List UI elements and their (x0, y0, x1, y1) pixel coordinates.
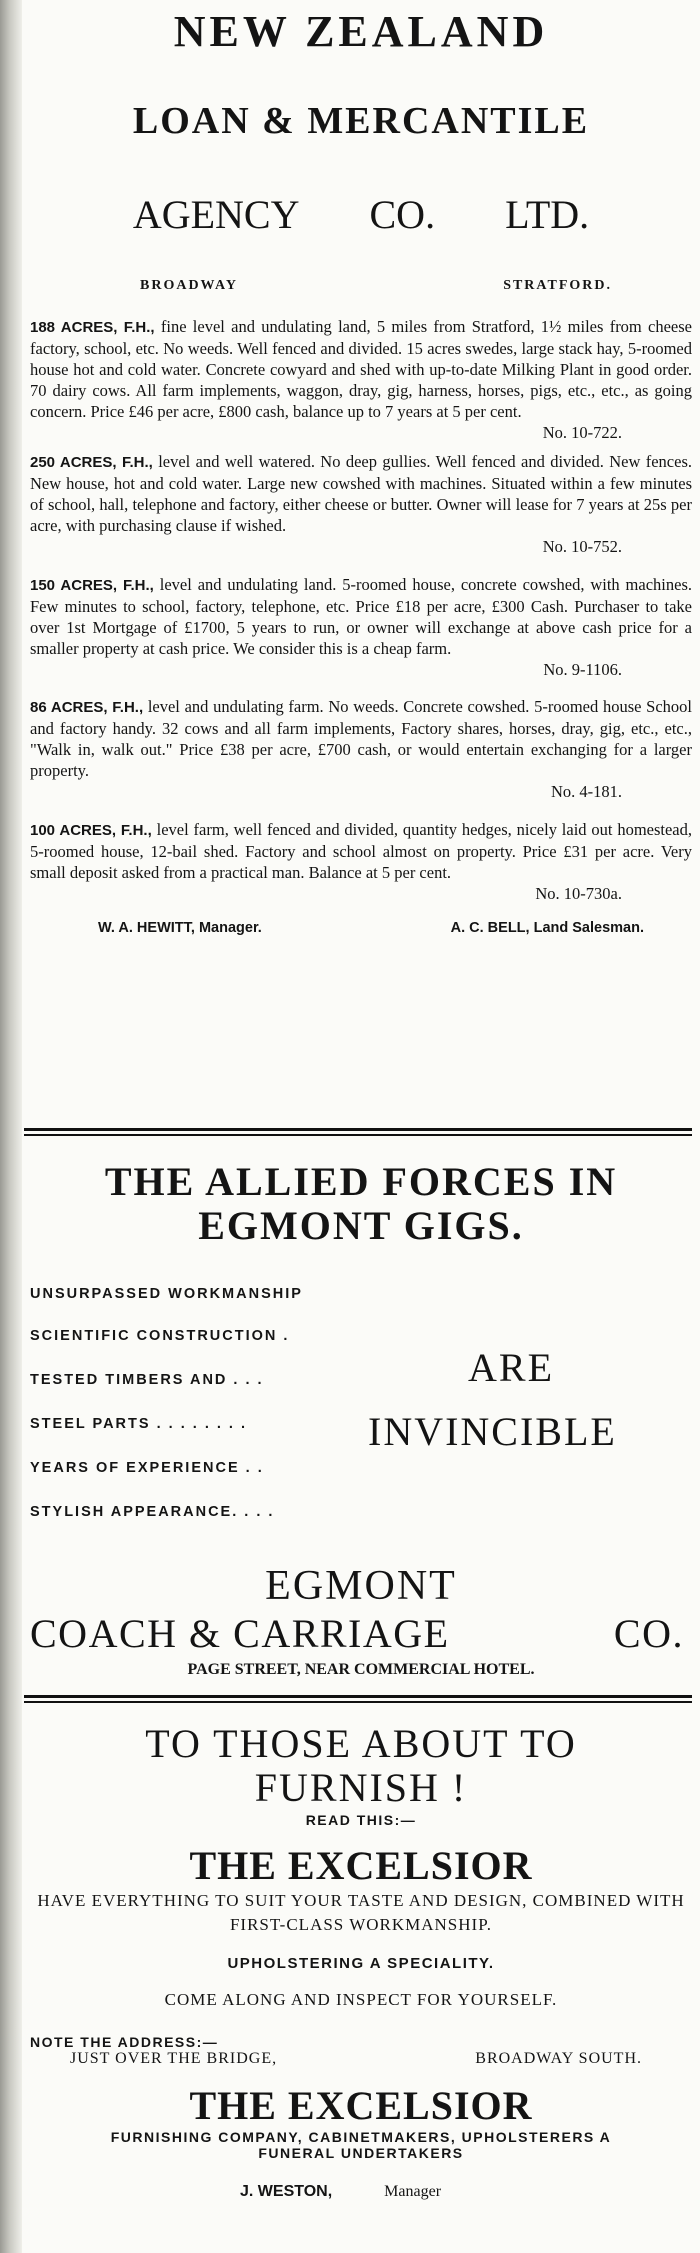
furnish-headline-line2: FURNISH ! (254, 1765, 468, 1810)
staff-signatures (30, 920, 692, 936)
feature-item: TESTED TIMBERS AND . . . (30, 1372, 264, 1388)
proprietor-name: J. WESTON, (240, 2183, 333, 2200)
offer-text: HAVE EVERYTHING TO SUIT YOUR TASTE AND DESIGN, COMBINED WITH FIRST-CLASS WORKMANSHIP. (37, 1891, 685, 1934)
feature-item: SCIENTIFIC CONSTRUCTION . (30, 1328, 290, 1344)
furnish-headline-line1: TO THOSE ABOUT TO (145, 1721, 577, 1766)
listing (30, 696, 692, 802)
listing (30, 451, 692, 557)
excelsior-furnishing-advert (30, 1722, 692, 2201)
feature-list (30, 1268, 692, 1558)
listing-lead: 150 ACRES, F.H., (30, 576, 154, 594)
maker-coach-carriage: COACH & CARRIAGE (30, 1611, 450, 1656)
company-line1: FURNISHING COMPANY, CABINETMAKERS, UPHOLSTERERS A (110, 2129, 612, 2145)
newspaper-page (30, 0, 692, 2253)
listing (30, 574, 692, 680)
tagline-invincible: INVINCIBLE (368, 1409, 617, 1454)
company-line2: FUNERAL UNDERTAKERS (258, 2145, 464, 2161)
gigs-headline-line1: THE ALLIED FORCES IN (104, 1159, 618, 1204)
listing (30, 819, 692, 904)
listing-ref: No. 10-730a. (535, 883, 622, 903)
listing-ref: No. 9-1106. (543, 659, 622, 679)
listing-ref: No. 10-722. (542, 423, 622, 442)
listing-ref: No. 4-181. (550, 782, 622, 801)
branch-towns (30, 278, 692, 294)
tagline-are: ARE (468, 1345, 554, 1390)
listing-body: level farm, well fenced and divided, quantity hedges, nicely laid out homestead, 5-roomed house, 12-bail shed. Factory and school almost on property. Price £31 per acre. Very small deposit asked from a practical man. Balance at 5 per cent. (30, 819, 693, 882)
address-left: JUST OVER THE BRIDGE, (70, 2050, 278, 2067)
egmont-gigs-advert (30, 1160, 692, 1679)
listing-lead: 188 ACRES, F.H., (30, 319, 155, 336)
feature-item: YEARS OF EXPERIENCE . . (30, 1460, 264, 1476)
inspect-invite: COME ALONG AND INSPECT FOR YOURSELF. (164, 1990, 558, 2009)
listing-lead: 86 ACRES, F.H., (30, 699, 144, 716)
section-divider (24, 1128, 692, 1136)
town-broadway: BROADWAY (140, 278, 238, 293)
listing-body: level and well watered. No deep gullies. Well fenced and divided. New fences. New house, hot and cold water. Large new cowshed with machines. Situated within a few minutes of school, hall, telephone and factory, either cheese or butter. Owner will lease for 7 years at 25s per acre, with purchasing clause if wished. (30, 452, 692, 535)
maker-name-line1: EGMONT (265, 1563, 457, 1609)
listing-body: level and undulating farm. No weeds. Concrete cowshed. 5-roomed house School and factory handy. 32 cows and all farm implements, Factory shares, horses, dray, gig, etc., etc., "Walk in, walk out." Price £38 per acre, £700 cash, or would entertain exchanging for a larger property. (30, 697, 692, 780)
maker-co: CO. (613, 1611, 684, 1656)
excelsior-title: THE EXCELSIOR (189, 1843, 533, 1888)
proprietor-row (30, 2183, 692, 2201)
feature-item: STEEL PARTS . . . . . . . . (30, 1416, 248, 1432)
listing-ref: No. 10-752. (542, 537, 622, 556)
feature-item: UNSURPASSED WORKMANSHIP (30, 1286, 303, 1302)
salesman-name: A. C. BELL, Land Salesman. (450, 920, 644, 936)
title-ltd: LTD. (505, 192, 590, 237)
maker-address: PAGE STREET, NEAR COMMERCIAL HOTEL. (187, 1661, 535, 1678)
proprietor-role: Manager (384, 2183, 442, 2200)
note-address: NOTE THE ADDRESS:— (30, 2034, 219, 2050)
speciality: UPHOLSTERING A SPECIALITY. (227, 1955, 495, 1972)
listing (30, 316, 692, 443)
advert-title-line1: NEW ZEALAND (173, 7, 549, 56)
address-row (30, 2050, 692, 2068)
feature-item: STYLISH APPEARANCE. . . . (30, 1504, 275, 1520)
listing-body: fine level and undulating land, 5 miles from Stratford, 1½ miles from cheese factory, school, etc. No weeds. Well fenced and divided. 15 acres swedes, large stack hay, 5-roomed house hot and cold water. Concrete cowyard and shed with up-to-date Milking Plant in good order. 70 dairy cows. All farm implements, waggon, dray, gig, harness, horses, pigs, etc., etc., as going concern. Price £46 per acre, £800 cash, balance up to 7 years at 5 per cent. (30, 317, 692, 421)
section-divider (24, 1695, 692, 1703)
gigs-headline-line2: EGMONT GIGS. (198, 1203, 524, 1248)
manager-name: W. A. HEWITT, Manager. (98, 920, 262, 936)
listing-lead: 100 ACRES, F.H., (30, 821, 152, 839)
town-stratford: STRATFORD. (503, 278, 612, 293)
read-this: READ THIS:— (305, 1812, 417, 1828)
maker-name-line2 (30, 1610, 692, 1657)
loan-mercantile-advert (30, 0, 692, 936)
title-agency: AGENCY (132, 192, 300, 237)
excelsior-title-2: THE EXCELSIOR (189, 2083, 533, 2128)
advert-title-line3 (30, 191, 692, 238)
listing-body: level and undulating land. 5-roomed house, concrete cowshed, with machines. Few minutes to school, factory, telephone, etc. Price £18 per acre, £300 Cash. Purchaser to take over 1st Mortgage of £1700, 5 years to run, or owner will exchange at above cash price for a smaller property at cash price. We consider this is a cheap farm. (30, 574, 692, 658)
listings (30, 316, 692, 904)
title-co: CO. (369, 192, 436, 237)
listing-lead: 250 ACRES, F.H., (30, 454, 153, 471)
advert-title-line2: LOAN & MERCANTILE (132, 100, 590, 142)
page-edge-shadow (0, 0, 22, 2253)
address-right: BROADWAY SOUTH. (475, 2050, 642, 2067)
